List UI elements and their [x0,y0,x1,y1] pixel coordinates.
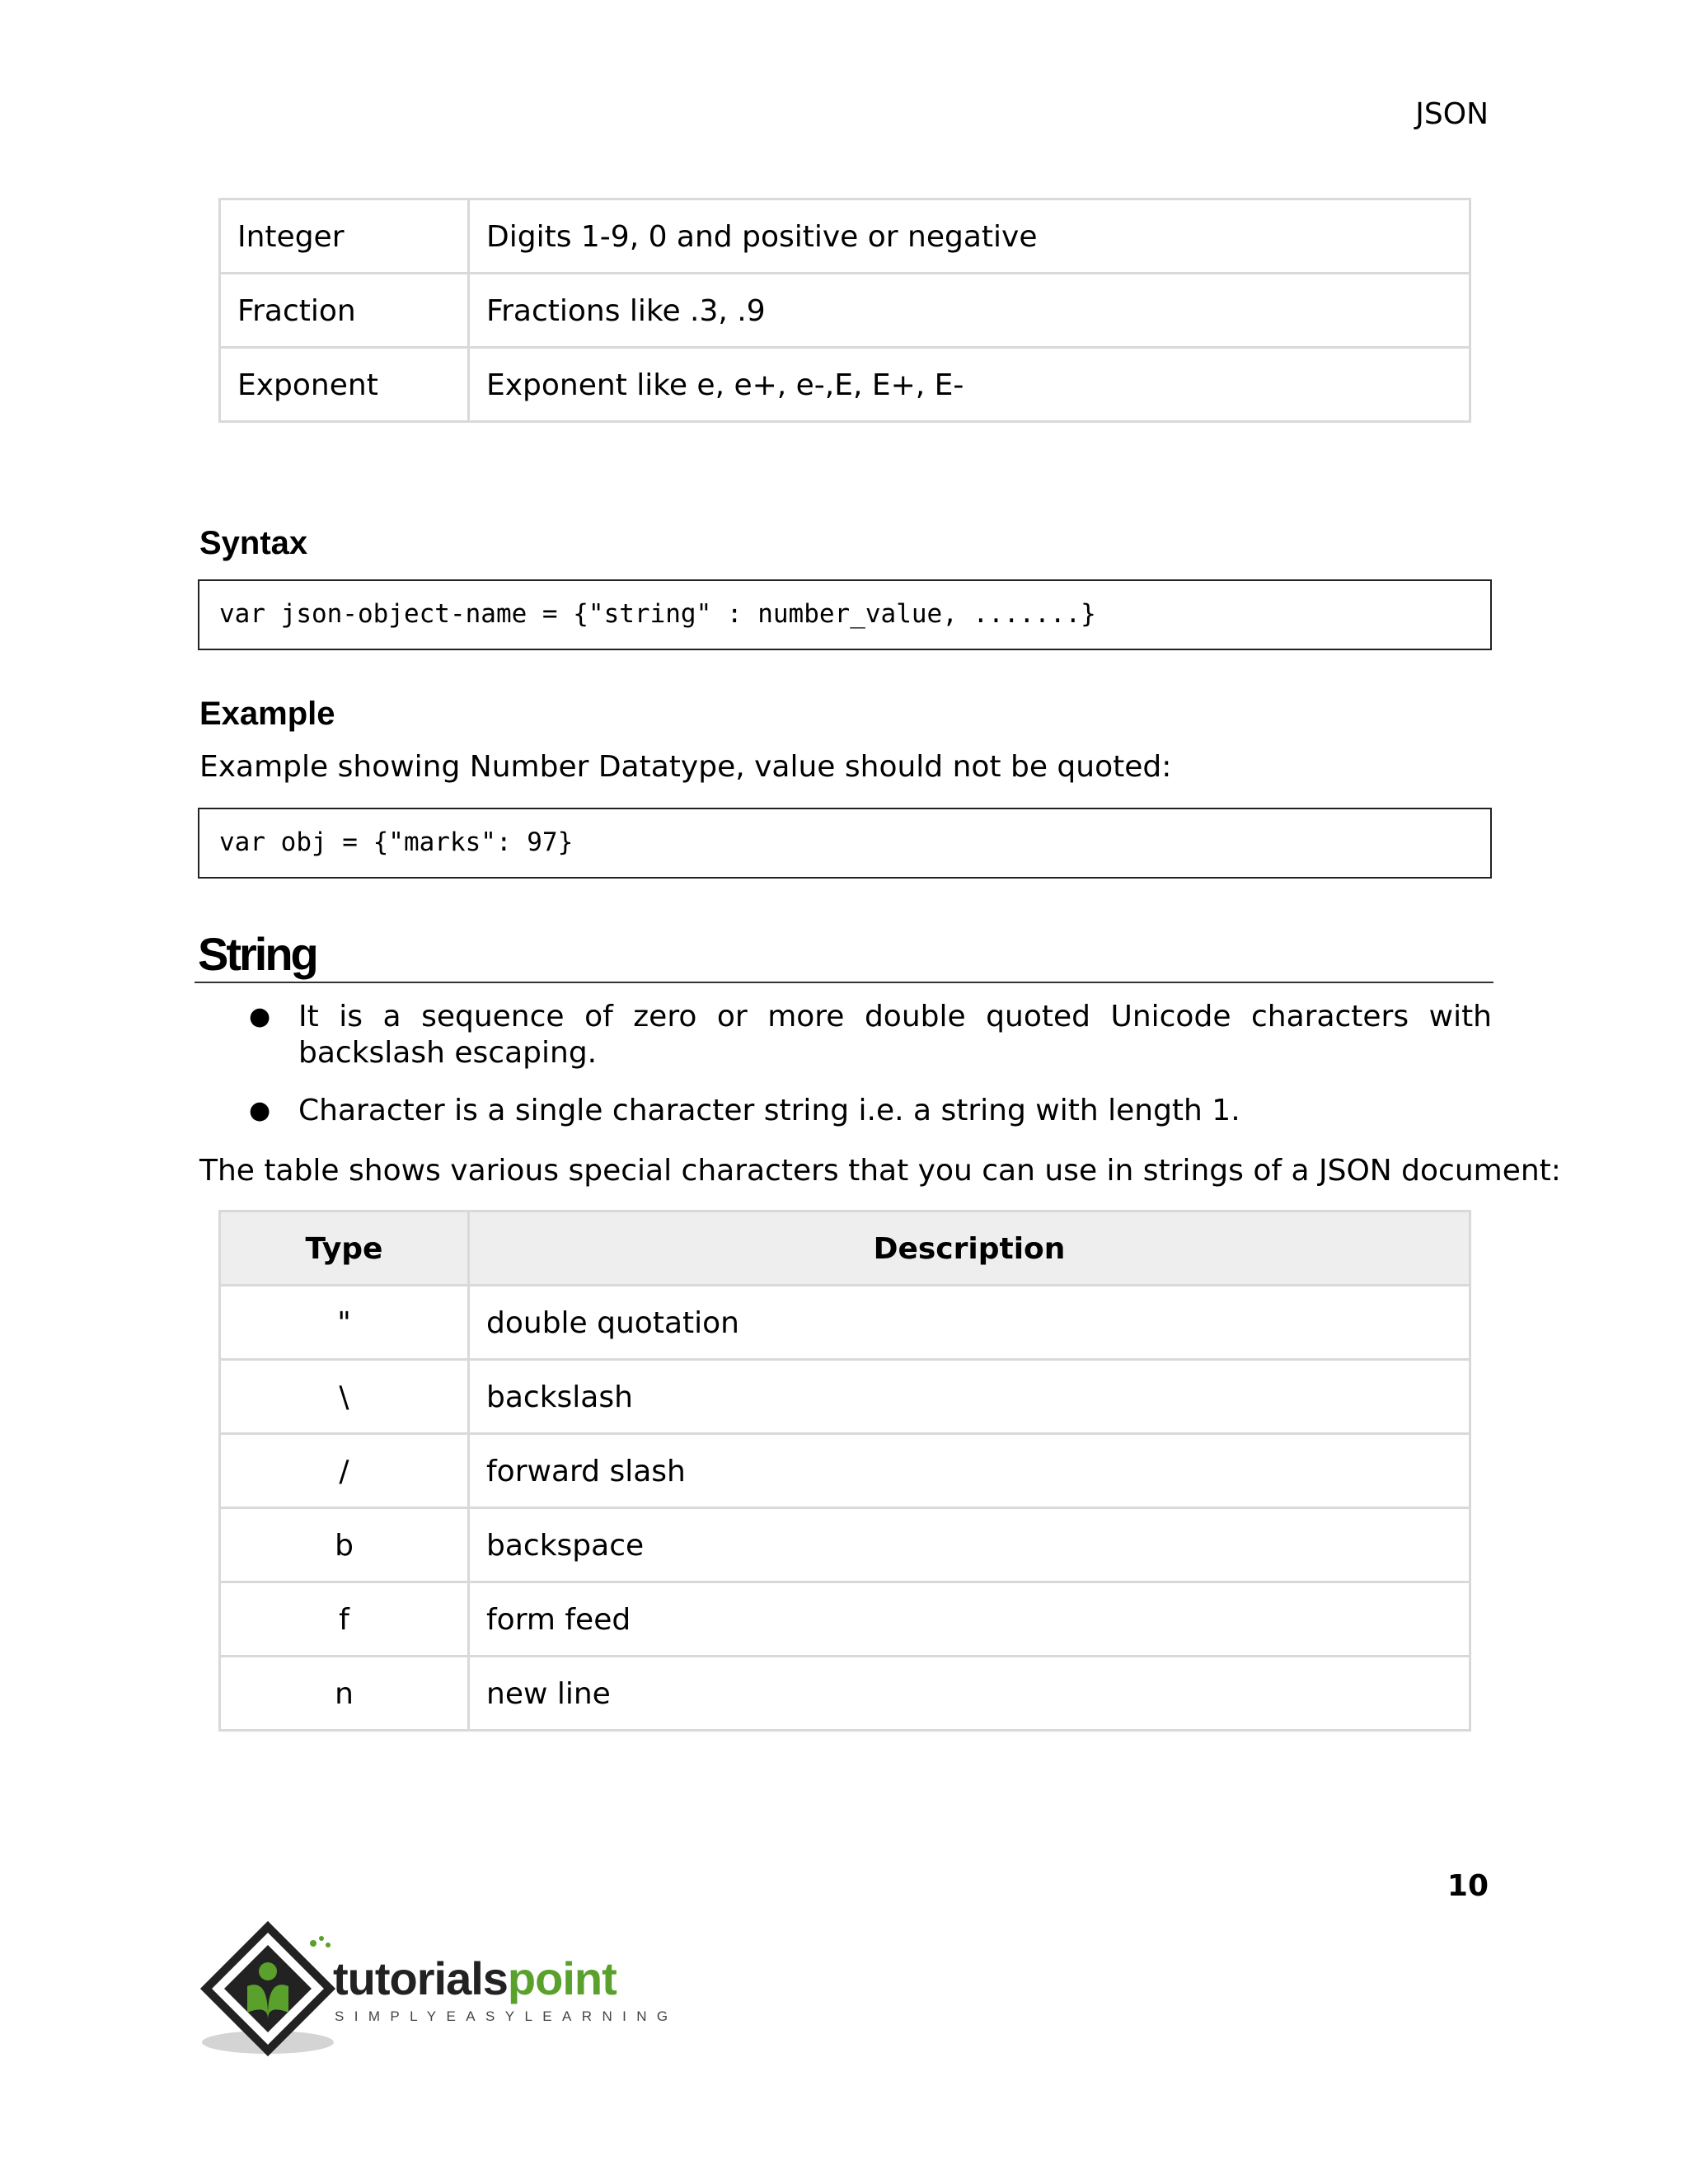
bullet-icon: ● [249,1002,271,1031]
bullet-icon: ● [249,1096,271,1125]
table-cell-type: " [220,1286,469,1360]
number-types-table [218,198,1471,423]
table-cell-description: Fractions like .3, .9 [469,274,1470,348]
table-row [220,348,1470,422]
section-heading-string: String [198,928,316,980]
section-divider [195,982,1493,983]
table-cell-type: Fraction [220,274,469,348]
table-cell-type: / [220,1434,469,1508]
page-header-title: JSON [1415,97,1489,131]
string-table-intro: The table shows various special characters that you can use in strings of a JSON document: [199,1154,1561,1188]
list-item [198,1093,1492,1129]
list-item-text: It is a sequence of zero or more double quoted Unicode characters with backslash escaping. [298,1000,1492,1070]
table-cell-type: Exponent [220,348,469,422]
table-cell-type: f [220,1582,469,1657]
string-bullet-list [198,999,1492,1151]
table-row [220,1582,1470,1657]
example-intro-text: Example showing Number Datatype, value should not be quoted: [199,750,1172,784]
table-row [220,199,1470,274]
table-cell-type: b [220,1508,469,1582]
table-cell-description: backspace [469,1508,1470,1582]
table-cell-description: form feed [469,1582,1470,1657]
table-cell-description: Digits 1-9, 0 and positive or negative [469,199,1470,274]
table-cell-description: Exponent like e, e+, e-,E, E+, E- [469,348,1470,422]
table-row [220,1360,1470,1434]
syntax-heading: Syntax [199,525,308,561]
table-row [220,1434,1470,1508]
table-cell-description: new line [469,1657,1470,1731]
tutorialspoint-logo [198,1920,692,2069]
table-cell-description: double quotation [469,1286,1470,1360]
table-row [220,274,1470,348]
table-header-row [220,1212,1470,1286]
svg-text:SIMPLYEASYLEARNING: SIMPLYEASYLEARNING [335,2008,678,2024]
column-header-description: Description [469,1212,1470,1286]
svg-text:tutorialspoint: tutorialspoint [333,1952,617,2004]
table-cell-type: n [220,1657,469,1731]
table-cell-type: \ [220,1360,469,1434]
table-row [220,1286,1470,1360]
table-row [220,1657,1470,1731]
syntax-code-block: var json-object-name = {"string" : number_value, .......} [198,579,1492,650]
example-heading: Example [199,696,335,732]
page-number: 10 [1447,1869,1489,1903]
list-item [198,999,1492,1071]
table-cell-description: backslash [469,1360,1470,1434]
table-cell-type: Integer [220,199,469,274]
list-item-text: Character is a single character string i.e. a string with length 1. [298,1094,1240,1127]
column-header-type: Type [220,1212,469,1286]
special-characters-table [218,1210,1471,1732]
table-cell-description: forward slash [469,1434,1470,1508]
example-code-block: var obj = {"marks": 97} [198,808,1492,879]
table-row [220,1508,1470,1582]
